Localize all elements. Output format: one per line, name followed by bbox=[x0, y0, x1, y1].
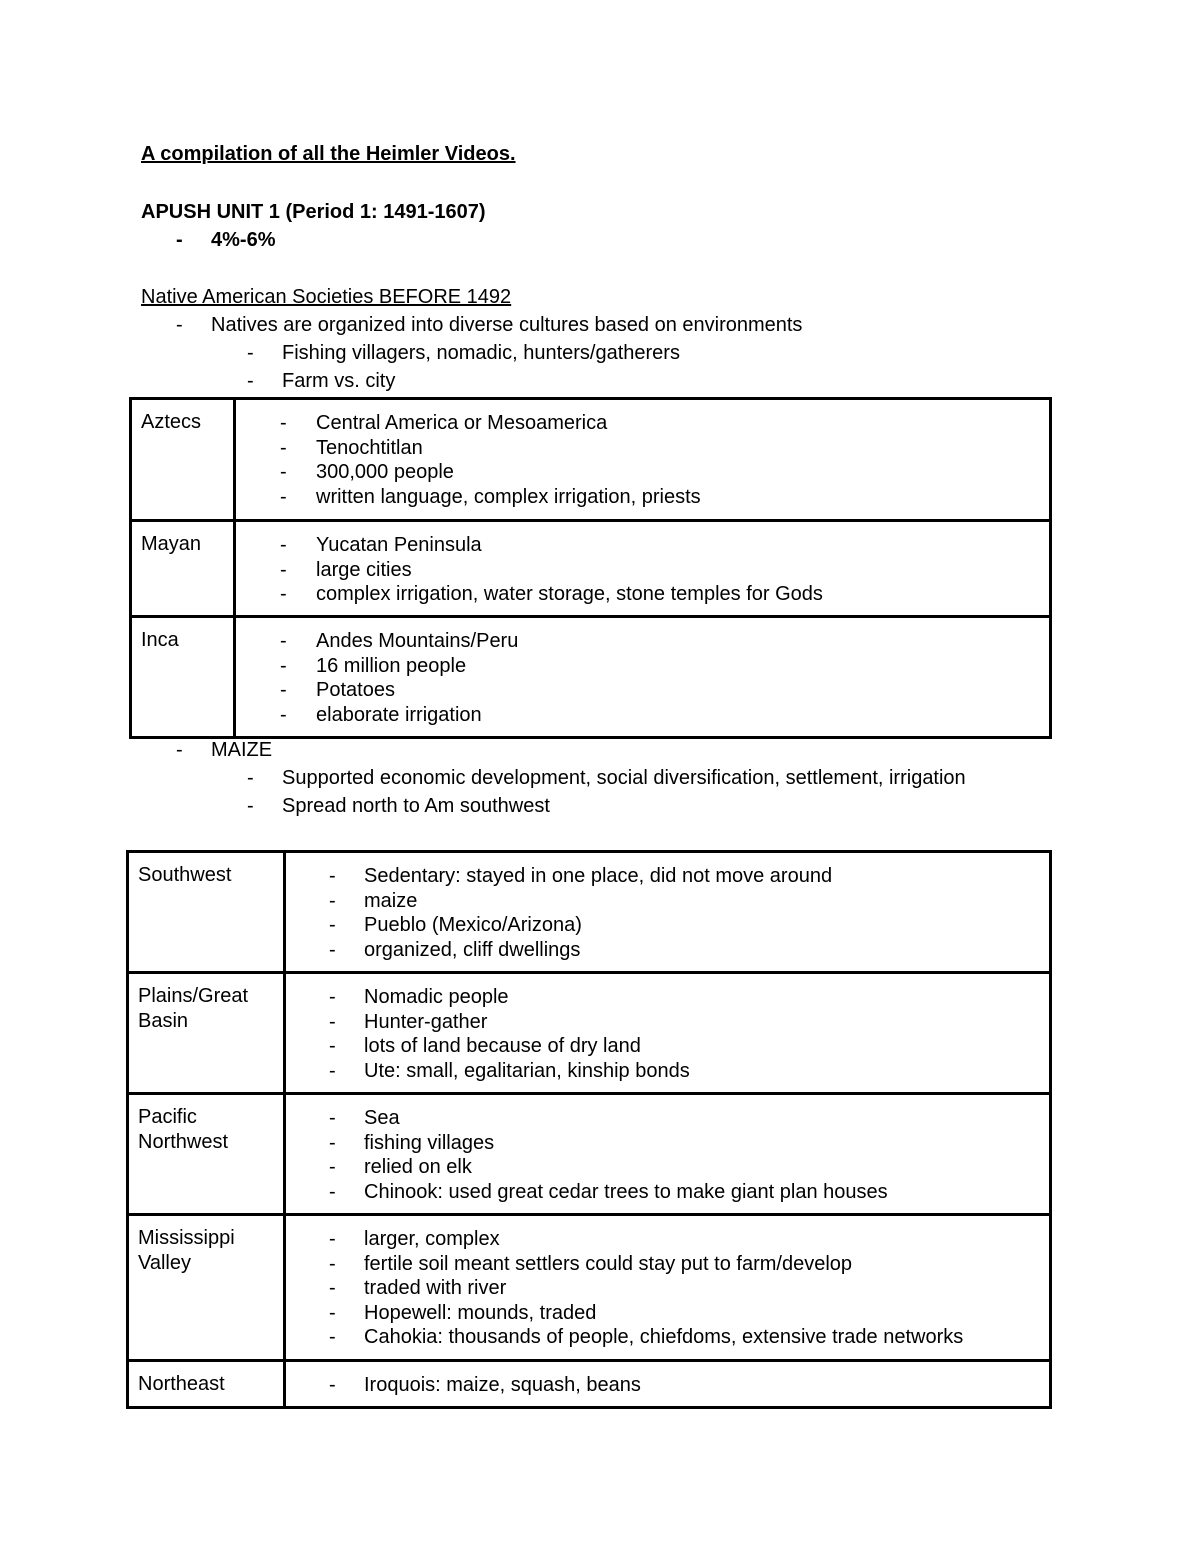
bullet-dash: - bbox=[247, 370, 254, 392]
list-item: - organized, cliff dwellings bbox=[329, 938, 581, 961]
list-item: - Chinook: used great cedar trees to make giant plan houses bbox=[329, 1180, 888, 1203]
unit-heading: APUSH UNIT 1 (Period 1: 1491-1607) bbox=[141, 201, 486, 223]
region-details bbox=[286, 974, 1049, 1083]
table-row bbox=[131, 399, 1051, 521]
table-row bbox=[128, 852, 1051, 973]
region-details bbox=[286, 1095, 1049, 1204]
list-item: - written language, complex irrigation, priests bbox=[280, 485, 701, 508]
table-row bbox=[128, 1094, 1051, 1215]
civilization-details bbox=[236, 618, 1049, 727]
list-item: - lots of land because of dry land bbox=[329, 1035, 641, 1058]
list-item: - Yucatan Peninsula bbox=[280, 534, 482, 556]
list-item: - Iroquois: maize, squash, beans bbox=[329, 1374, 641, 1396]
mesoamerica-table bbox=[129, 397, 1052, 739]
bullet-dash: - bbox=[247, 342, 254, 364]
list-item: - Sea bbox=[329, 1107, 400, 1129]
region-details bbox=[286, 1362, 1049, 1398]
civilization-name: Mayan bbox=[141, 533, 202, 555]
regions-table bbox=[126, 850, 1052, 1409]
list-item: - Hopewell: mounds, traded bbox=[329, 1301, 597, 1324]
intro-subpoint: Farm vs. city bbox=[282, 370, 396, 392]
table-row bbox=[128, 973, 1051, 1094]
list-item: - Andes Mountains/Peru bbox=[280, 630, 519, 652]
list-item: - Sedentary: stayed in one place, did not move around bbox=[329, 865, 833, 887]
region-name: Northeast bbox=[138, 1373, 225, 1395]
region-details bbox=[286, 853, 1049, 962]
intro-subpoint: Fishing villagers, nomadic, hunters/gatherers bbox=[282, 342, 680, 364]
region-name: Southwest bbox=[138, 864, 232, 886]
list-item: - elaborate irrigation bbox=[280, 703, 482, 726]
list-item: - Nomadic people bbox=[329, 986, 509, 1008]
region-name: Plains/Great Basin bbox=[138, 985, 249, 1032]
list-item: - larger, complex bbox=[329, 1228, 500, 1250]
intro-point: Natives are organized into diverse cultures based on environments bbox=[211, 314, 803, 336]
list-item: - Hunter-gather bbox=[329, 1010, 488, 1033]
list-item: - Pueblo (Mexico/Arizona) bbox=[329, 914, 582, 937]
list-item: - relied on elk bbox=[329, 1156, 472, 1179]
list-item: - traded with river bbox=[329, 1277, 507, 1300]
bullet-dash: - bbox=[176, 739, 183, 761]
region-name: Pacific Northwest bbox=[138, 1106, 229, 1153]
table-row bbox=[128, 1215, 1051, 1361]
section-heading: Native American Societies BEFORE 1492 bbox=[141, 286, 512, 308]
list-item: - 16 million people bbox=[280, 654, 467, 677]
region-name: Mississippi Valley bbox=[138, 1227, 235, 1274]
table-row bbox=[131, 521, 1051, 617]
maize-subpoint: Spread north to Am southwest bbox=[282, 795, 550, 817]
list-item: - complex irrigation, water storage, stone temples for Gods bbox=[280, 583, 823, 606]
civilization-details bbox=[236, 522, 1049, 607]
list-item: - Ute: small, egalitarian, kinship bonds bbox=[329, 1059, 690, 1082]
region-details bbox=[286, 1216, 1049, 1350]
unit-weight: 4%-6% bbox=[211, 229, 276, 251]
civilization-details bbox=[236, 400, 1049, 509]
list-item: - fishing villages bbox=[329, 1131, 495, 1154]
document-title: A compilation of all the Heimler Videos. bbox=[141, 143, 516, 165]
maize-point: MAIZE bbox=[211, 739, 273, 761]
list-item: - Tenochtitlan bbox=[280, 436, 423, 459]
table-row bbox=[131, 617, 1051, 738]
table-row bbox=[128, 1361, 1051, 1408]
list-item: - large cities bbox=[280, 558, 412, 581]
bullet-dash: - bbox=[176, 314, 183, 336]
list-item: - Cahokia: thousands of people, chiefdoms, extensive trade networks bbox=[329, 1326, 964, 1349]
civilization-name: Aztecs bbox=[141, 411, 202, 433]
maize-subpoint: Supported economic development, social diversification, settlement, irrigation bbox=[282, 767, 966, 789]
list-item: - maize bbox=[329, 889, 418, 912]
unit-weight-bullet: - bbox=[176, 229, 183, 251]
list-item: - Central America or Mesoamerica bbox=[280, 412, 608, 434]
list-item: - Potatoes bbox=[280, 679, 395, 702]
list-item: - 300,000 people bbox=[280, 461, 454, 484]
bullet-dash: - bbox=[247, 795, 254, 817]
bullet-dash: - bbox=[247, 767, 254, 789]
list-item: - fertile soil meant settlers could stay put to farm/develop bbox=[329, 1252, 853, 1275]
civilization-name: Inca bbox=[141, 629, 179, 651]
